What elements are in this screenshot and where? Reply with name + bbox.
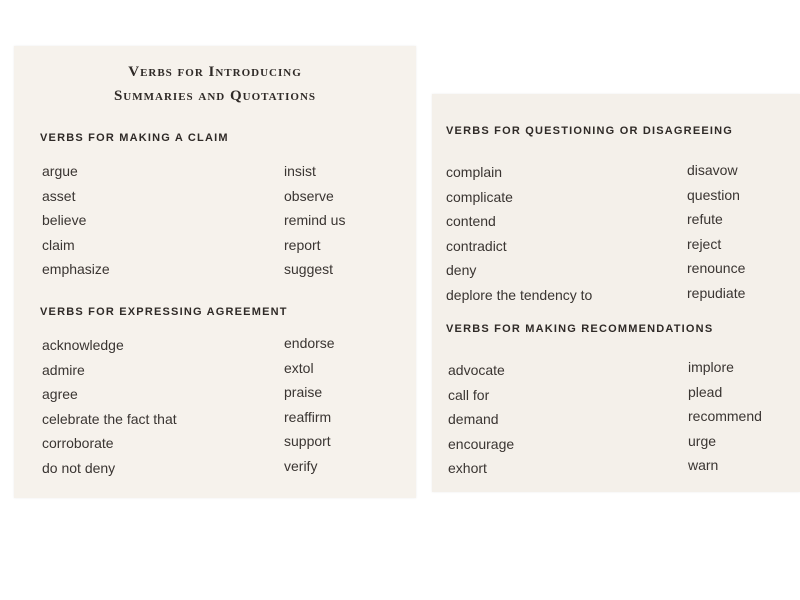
recommendation-verbs-column-2 [688, 355, 762, 478]
verb-item: reject [687, 235, 722, 252]
verb-item: advocate [448, 362, 505, 378]
section-heading-disagreeing: VERBS FOR QUESTIONING OR DISAGREEING [446, 125, 734, 137]
verb-item: insist [284, 163, 316, 179]
claim-verbs-column-1 [42, 159, 110, 282]
verb-item: agree [42, 386, 78, 403]
recommendation-verbs-column-1 [448, 358, 514, 481]
verb-item: support [284, 433, 331, 450]
verb-item: endorse [284, 335, 335, 351]
verb-item: question [687, 186, 740, 203]
right-book-page [432, 94, 800, 492]
verb-item: exhort [448, 460, 487, 477]
verb-item: urge [688, 432, 717, 449]
verb-item: call for [448, 386, 490, 403]
verb-item: admire [42, 361, 85, 378]
claim-verbs-column-2 [284, 159, 345, 282]
verb-item: believe [42, 212, 87, 229]
verb-item: refute [687, 211, 723, 228]
verb-item: corroborate [42, 435, 114, 452]
verb-item: reaffirm [284, 408, 332, 425]
section-heading-claim: VERBS FOR MAKING A CLAIM [40, 132, 229, 144]
verb-item: renounce [687, 260, 746, 277]
verb-item: acknowledge [42, 337, 124, 353]
verb-item: remind us [284, 212, 346, 229]
verb-item: complain [446, 164, 503, 180]
verb-item: complicate [446, 188, 513, 205]
verb-item: emphasize [42, 261, 110, 278]
verb-item: do not deny [42, 459, 116, 476]
verb-item: deny [446, 262, 477, 279]
verb-item: repudiate [687, 284, 746, 301]
verb-item: encourage [448, 435, 515, 452]
verb-item: plead [688, 383, 723, 400]
agreement-verbs-column-1 [42, 333, 177, 481]
verb-item: recommend [688, 408, 762, 425]
agreement-verbs-column-2 [284, 331, 335, 479]
verb-item: implore [688, 359, 734, 375]
left-book-page [14, 46, 416, 498]
verb-item: praise [284, 384, 323, 401]
verb-item: celebrate the fact that [42, 410, 177, 427]
verb-item: warn [688, 457, 719, 474]
verb-item: asset [42, 187, 76, 204]
verb-item: contend [446, 213, 496, 230]
verb-item: report [284, 236, 321, 253]
page-title-line-1: Verbs for Introducing [128, 64, 302, 80]
verb-item: extol [284, 359, 314, 376]
disagreeing-verbs-column-2 [687, 158, 745, 306]
verb-item: argue [42, 163, 78, 179]
verb-item: observe [284, 187, 334, 204]
section-heading-agreement: VERBS FOR EXPRESSING AGREEMENT [40, 306, 288, 318]
section-heading-recommendations: VERBS FOR MAKING RECOMMENDATIONS [446, 323, 714, 335]
verb-item: claim [42, 236, 75, 253]
verb-item: disavow [687, 162, 738, 178]
verb-item: demand [448, 411, 499, 428]
verb-item: deplore the tendency to [446, 286, 593, 303]
verb-item: verify [284, 457, 318, 474]
page-title-line-2: Summaries and Quotations [113, 88, 317, 104]
verb-item: suggest [284, 261, 334, 278]
disagreeing-verbs-column-1 [446, 160, 592, 308]
verb-item: contradict [446, 237, 507, 254]
